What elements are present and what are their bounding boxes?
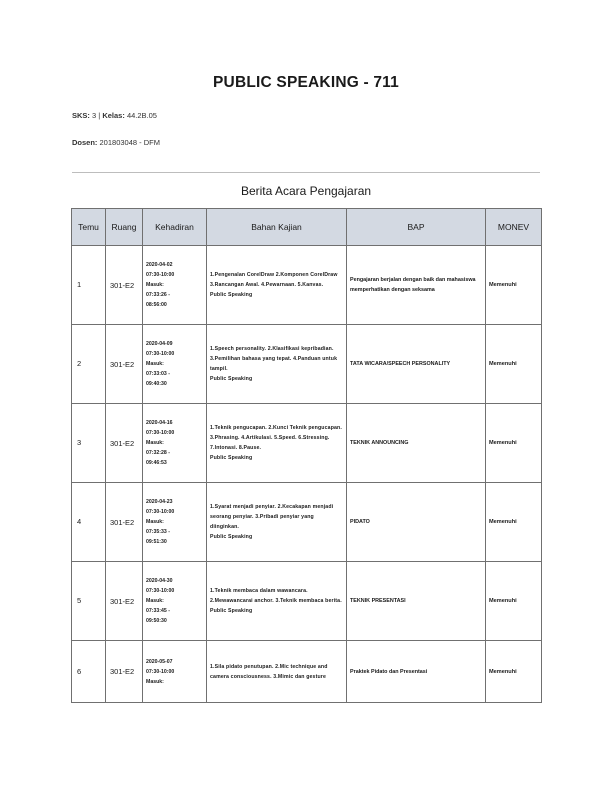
cell-ruang: 301-E2	[106, 483, 143, 562]
cell-bap: Pengajaran berjalan dengan baik dan mahasiswa memperhatikan dengan seksama	[347, 246, 486, 325]
attendance-in: 07:33:45 -	[146, 608, 170, 614]
kelas-label: Kelas:	[102, 111, 125, 120]
table-row	[72, 483, 542, 562]
cell-bahan-kajian	[207, 641, 347, 703]
header-temu: Temu	[72, 209, 106, 246]
header-bahan-kajian: Bahan Kajian	[207, 209, 347, 246]
attendance-slot: 07:30-10:00	[146, 668, 175, 675]
header-ruang: Ruang	[106, 209, 143, 246]
cell-temu: 1	[72, 246, 106, 325]
attendance-slot: 07:30-10:00	[146, 272, 175, 278]
cell-kehadiran	[143, 404, 207, 483]
attendance-date: 2020-04-30	[146, 578, 173, 584]
table-row	[72, 325, 542, 404]
table-row	[72, 246, 542, 325]
attendance-slot: 07:30-10:00	[146, 509, 175, 515]
cell-monev: Memenuhi	[486, 404, 542, 483]
attendance-out: 09:51:30	[146, 539, 167, 545]
table-header-row	[72, 209, 542, 246]
cell-bahan-kajian	[207, 404, 347, 483]
attendance-date: 2020-04-09	[146, 341, 173, 347]
attendance-slot: 07:30-10:00	[146, 588, 175, 594]
attendance-in: 07:35:33 -	[146, 529, 170, 535]
cell-bap: TEKNIK PRESENTASI	[347, 562, 486, 641]
cell-temu: 5	[72, 562, 106, 641]
attendance-label: Masuk:	[146, 598, 164, 604]
dosen-value: 201803048 - DFM	[99, 138, 160, 147]
course-meta	[72, 111, 157, 120]
attendance-label: Masuk:	[146, 440, 164, 446]
cell-kehadiran	[143, 483, 207, 562]
cell-bahan-kajian	[207, 325, 347, 404]
cell-temu: 6	[72, 641, 106, 703]
header-monev: MONEV	[486, 209, 542, 246]
cell-ruang: 301-E2	[106, 325, 143, 404]
cell-ruang: 301-E2	[106, 641, 143, 703]
attendance-date: 2020-04-02	[146, 262, 173, 268]
cell-bap: TATA WICARA/SPEECH PERSONALITY	[347, 325, 486, 404]
attendance-label: Masuk:	[146, 282, 164, 288]
cell-kehadiran	[143, 562, 207, 641]
attendance-date: 2020-05-07	[146, 658, 173, 665]
material-course: Public Speaking	[210, 292, 253, 298]
cell-monev: Memenuhi	[486, 246, 542, 325]
sks-value: 3	[92, 111, 97, 120]
header-kehadiran: Kehadiran	[143, 209, 207, 246]
cell-bahan-kajian	[207, 246, 347, 325]
cell-bap: PIDATO	[347, 483, 486, 562]
material-course: Public Speaking	[210, 534, 253, 540]
cell-temu: 3	[72, 404, 106, 483]
attendance-label: Masuk:	[146, 361, 164, 367]
cell-monev: Memenuhi	[486, 641, 542, 703]
cell-ruang: 301-E2	[106, 404, 143, 483]
cell-bahan-kajian	[207, 483, 347, 562]
attendance-out: 09:50:30	[146, 618, 167, 624]
dosen-label: Dosen:	[72, 138, 98, 147]
cell-temu: 2	[72, 325, 106, 404]
sks-label: SKS:	[72, 111, 90, 120]
attendance-in: 07:33:03 -	[146, 371, 170, 377]
table-row	[72, 641, 542, 703]
teaching-record-table	[71, 208, 542, 703]
table-row	[72, 404, 542, 483]
attendance-date: 2020-04-16	[146, 420, 173, 426]
material-course: Public Speaking	[210, 455, 253, 461]
cell-monev: Memenuhi	[486, 325, 542, 404]
cell-ruang: 301-E2	[106, 246, 143, 325]
attendance-out: 09:46:53	[146, 460, 167, 466]
attendance-label: Masuk:	[146, 678, 164, 685]
cell-kehadiran	[143, 325, 207, 404]
cell-kehadiran	[143, 641, 207, 703]
attendance-label: Masuk:	[146, 519, 164, 525]
material-course: Public Speaking	[210, 376, 253, 382]
divider	[72, 172, 540, 173]
table-row	[72, 562, 542, 641]
cell-kehadiran	[143, 246, 207, 325]
attendance-out: 09:40:30	[146, 381, 167, 387]
header-bap: BAP	[347, 209, 486, 246]
material-text: 1.Pengenalan CorelDraw 2.Komponen CorelDraw 3.Rancangan Awal. 4.Pewarnaan. 5.Kanvas.	[210, 272, 338, 288]
material-text: 1.Speech personality. 2.Klasifikasi kepribadian. 3.Pemilihan bahasa yang tepat. 4.Panduan untuk tampil.	[210, 346, 338, 372]
cell-bahan-kajian	[207, 562, 347, 641]
material-text: 1.Teknik membaca dalam wawancara. 2.Mewawancarai anchor. 3.Teknik membaca berita.	[210, 588, 342, 604]
material-text: 1.Teknik pengucapan. 2.Kunci Teknik pengucapan. 3.Phrasing. 4.Artikulasi. 5.Speed. 6.Stressing. 7.Intonasi. 8.Pause.	[210, 425, 342, 451]
cell-bap: Praktek Pidato dan Presentasi	[347, 641, 486, 703]
material-text: 1.Sila pidato penutupan. 2.Mic technique and camera consciousness. 3.Mimic dan gesture	[210, 663, 328, 680]
attendance-in: 07:33:26 -	[146, 292, 170, 298]
cell-bap: TEKNIK ANNOUNCING	[347, 404, 486, 483]
material-text: 1.Syarat menjadi penyiar. 2.Kecakapan menjadi seorang penyiar. 3.Pribadi penyiar yang diinginkan.	[210, 504, 334, 530]
attendance-date: 2020-04-23	[146, 499, 173, 505]
cell-ruang: 301-E2	[106, 562, 143, 641]
kelas-value: 44.2B.05	[126, 111, 157, 120]
course-title: PUBLIC SPEAKING - 711	[213, 74, 399, 91]
attendance-slot: 07:30-10:00	[146, 351, 175, 357]
cell-monev: Memenuhi	[486, 483, 542, 562]
meta-separator: |	[98, 111, 101, 120]
attendance-slot: 07:30-10:00	[146, 430, 175, 436]
material-course: Public Speaking	[210, 608, 253, 614]
section-title: Berita Acara Pengajaran	[240, 184, 372, 198]
lecturer-meta	[72, 138, 160, 147]
cell-temu: 4	[72, 483, 106, 562]
attendance-in: 07:32:28 -	[146, 450, 170, 456]
attendance-out: 08:56:00	[146, 302, 167, 308]
cell-monev: Memenuhi	[486, 562, 542, 641]
